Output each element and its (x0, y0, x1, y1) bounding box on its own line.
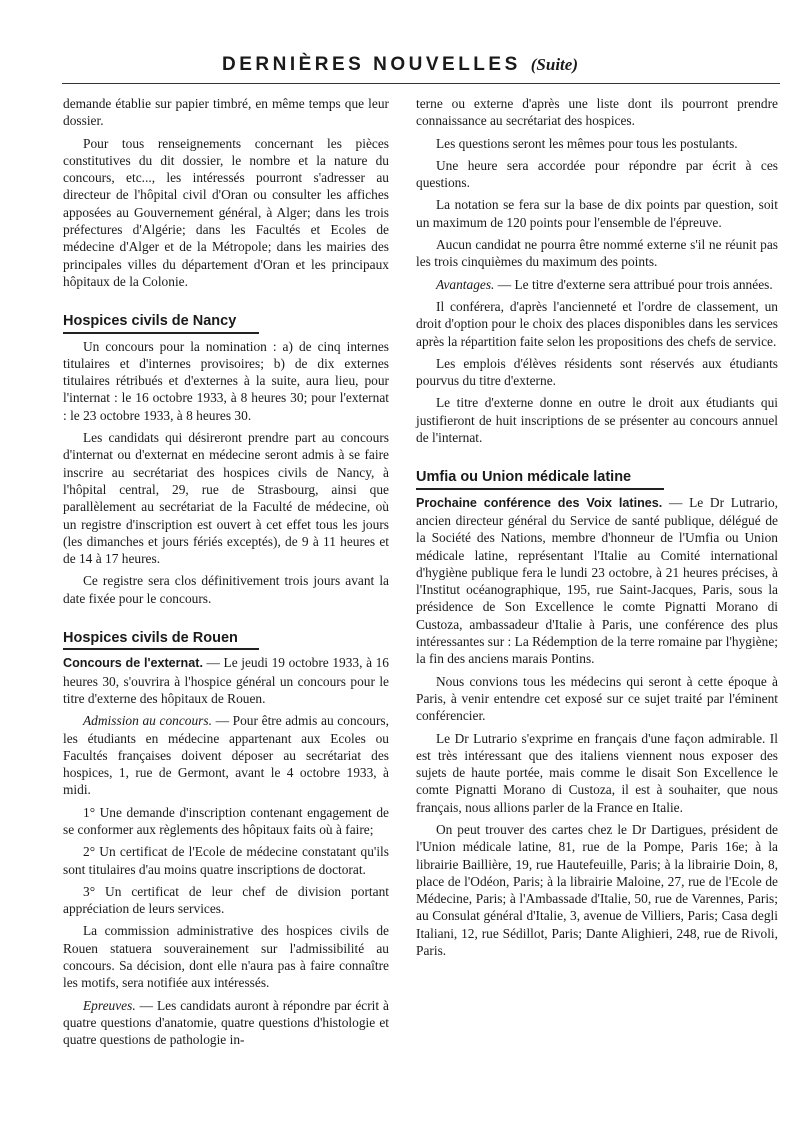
rouen-paragraph-14: Les emplois d'élèves résidents sont réservés aux étudiants pourvus du titre d'externe. (416, 355, 778, 389)
rouen-paragraph-1-body: — Le jeudi 19 octobre 1933, à 16 heures 30, s'ouvrira à l'hospice général un concours pour le titre d'externe des hôpitaux de Rouen. (63, 655, 389, 706)
nancy-paragraph-1: Un concours pour la nomination : a) de cinq internes titulaires et d'internes provisoires; b) de dix externes titulaires rétribués et d'externes à la suite, aura lieu, pour l'internat : le 16 octobre 1933, à 8 heures 30; pour l'externat : le 23 octobre 1933, à 8 heures 30. (63, 338, 389, 423)
rouen-paragraph-7 (63, 997, 389, 1049)
oran-continuation: demande établie sur papier timbré, en même temps que leur dossier. (63, 96, 389, 129)
nancy-paragraph-3: Ce registre sera clos définitivement trois jours avant la date fixée pour le concours. (63, 573, 389, 606)
left-column (63, 95, 389, 1054)
rouen-paragraph-13: Il conférera, d'après l'ancienneté et l'ordre de classement, un droit d'option pour le choix des places disponibles dans les services après la répartition faite selon les propositions des chefs de service. (416, 298, 778, 349)
rouen-paragraph-2 (63, 712, 389, 798)
umfia-paragraph-2: Nous convions tous les médecins qui seront à cette époque à Paris, à venir entendre cet exposé sur ce sujet traité par l'éminent conférencier. (416, 673, 778, 724)
section-heading-umfia: Umfia ou Union médicale latine (416, 469, 664, 489)
rouen-paragraph-9: Une heure sera accordée pour répondre par écrit à ces questions. (416, 157, 778, 191)
header-suite: (Suite) (530, 55, 578, 74)
rouen-subhead-externat: Concours de l'externat. (63, 656, 203, 671)
rouen-paragraph-2-body: — Pour être admis au concours, les étudiants en médecine appartenant aux Ecoles ou Facultés françaises doivent déposer au secrétariat des hospices, 1, rue de Germont, avant le 4 octobre 1933, à midi. (63, 713, 389, 798)
rouen-paragraph-11: Aucun candidat ne pourra être nommé externe s'il ne réunit pas les trois cinquièmes du maximum des points. (416, 237, 778, 270)
oran-paragraph: Pour tous renseignements concernant les pièces constitutives du dit dossier, le nombre et la nature du concours, etc..., les intéressés pourront s'adresser au directeur de l'hôpital civil d'Oran ou consulter les affiches apposées au Gouvernement général, à Alger; dans les trois préfectures d'Algérie; dans les Facultés et Ecoles de médecine d'Alger et de la Métropole; dans les mairies des principales villes du département d'Oran et les principaux hôpitaux de la Colonie. (63, 135, 389, 289)
rouen-paragraph-12-body: — Le titre d'externe sera attribué pour trois années. (494, 276, 773, 292)
nancy-paragraph-2: Les candidats qui désireront prendre part au concours d'internat ou d'externat en médecine seront admis à se faire inscrire au secrétariat des hospices civils de Nancy, à l'hôpital central, 29, rue de Strasbourg, ainsi que parallèlement au secrétariat de la Faculté de médecine, où un registre d'inscription est ouvert à cet effet tous les jours (les dimanches et jours fériés exceptés), de 9 à 11 heures et de 14 à 17 heures. (63, 430, 389, 567)
rouen-paragraph-8: Les questions seront les mêmes pour tous les postulants. (436, 135, 738, 151)
rouen-paragraph-15: Le titre d'externe donne en outre le droit aux étudiants qui justifieront de huit inscriptions de se présenter au concours annuel de l'internat. (416, 395, 778, 446)
rouen-subhead-avantages: Avantages. (436, 276, 495, 292)
rouen-paragraph-5: 3° Un certificat de leur chef de division portant appréciation de leurs services. (63, 883, 389, 917)
umfia-paragraph-3: Le Dr Lutrario s'exprime en français d'une façon admirable. Il est très intéressant que des italiens viennent nous exposer des sujets de haute portée, mais comme le disait Son Excellence le comte Pignatti Morano di Custoza, il est à souhaiter, que nous français, nous allions parler de la France en Italie. (416, 730, 778, 815)
page-header (0, 54, 800, 82)
rouen-paragraph-1 (63, 654, 389, 707)
section-heading-rouen: Hospices civils de Rouen (63, 630, 259, 650)
section-heading-nancy: Hospices civils de Nancy (63, 313, 259, 333)
rouen-paragraph-3: 1° Une demande d'inscription contenant engagement de se conformer aux règlements des hôpitaux faits où à faire; (63, 804, 389, 837)
umfia-paragraph-4: On peut trouver des cartes chez le Dr Dartigues, président de l'Union médicale latine, 81, rue de la Pompe, Paris 16e; à la librairie Baillière, 19, rue Hautefeuille, Paris; à la librairie Doin, 8, place de l'Odéon, Paris; à la librairie Maloine, 27, rue de l'Ecole de Médecine, Paris; à l'Ambassade d'Italie, 50, rue de Varennes, Paris; au Consulat général d'Italie, 3, avenue de Villiers, Paris; Casa degli Italiani, 12, rue Sédillot, Paris; Dante Alighieri, 248, rue de Rivoli, Paris. (416, 821, 778, 959)
rouen-paragraph-7-body: — Les candidats auront à répondre par écrit à quatre questions d'anatomie, quatre questions d'histologie et quatre questions de pathologie in- (63, 997, 389, 1048)
rouen-paragraph-4: 2° Un certificat de l'Ecole de médecine constatant qu'ils sont titulaires d'au moins quatre inscriptions de doctorat. (63, 844, 389, 877)
rouen-paragraph-10: La notation se fera sur la base de dix points par question, soit un maximum de 120 points pour l'ensemble de l'épreuve. (416, 197, 778, 230)
rouen-paragraph-12 (416, 276, 778, 293)
rouen-continuation: terne ou externe d'après une liste dont ils pourront prendre connaissance au secrétariat des hospices. (416, 96, 778, 129)
umfia-subhead-conference: Prochaine conférence des Voix latines. (416, 495, 663, 510)
header-rule (62, 83, 780, 84)
right-column (416, 95, 778, 964)
umfia-paragraph-1 (416, 494, 778, 668)
rouen-subhead-admission: Admission au concours. (83, 713, 212, 729)
header-title: DERNIÈRES NOUVELLES (222, 54, 521, 75)
rouen-paragraph-6: La commission administrative des hospices civils de Rouen statuera souverainement sur l'admissibilité au concours. Sa décision, dont elle n'aura pas à faire connaître les motifs, sera notifiée aux intéressés. (63, 923, 389, 991)
rouen-subhead-epreuves: Epreuves. (83, 997, 136, 1013)
umfia-paragraph-1-body: — Le Dr Lutrario, ancien directeur général du Service de santé publique, délégué de la Société des Nations, membre d'honneur de l'Umfia ou Union médicale latine, représentant l'Italie au Comité international d'hygiène publique fera le lundi 23 octobre, à 21 heures précises, à l'Institut océanographique, 195, rue Saint-Jacques, Paris, sous la présidence de Son Excellence le comte Pignatti Morano di Custoza, ambassadeur d'Italie à Paris, une conférence des plus intéressantes sur : La Rédemption de la terre romaine par l'hygiène; la fin des anciens marais Pontins. (416, 494, 778, 667)
